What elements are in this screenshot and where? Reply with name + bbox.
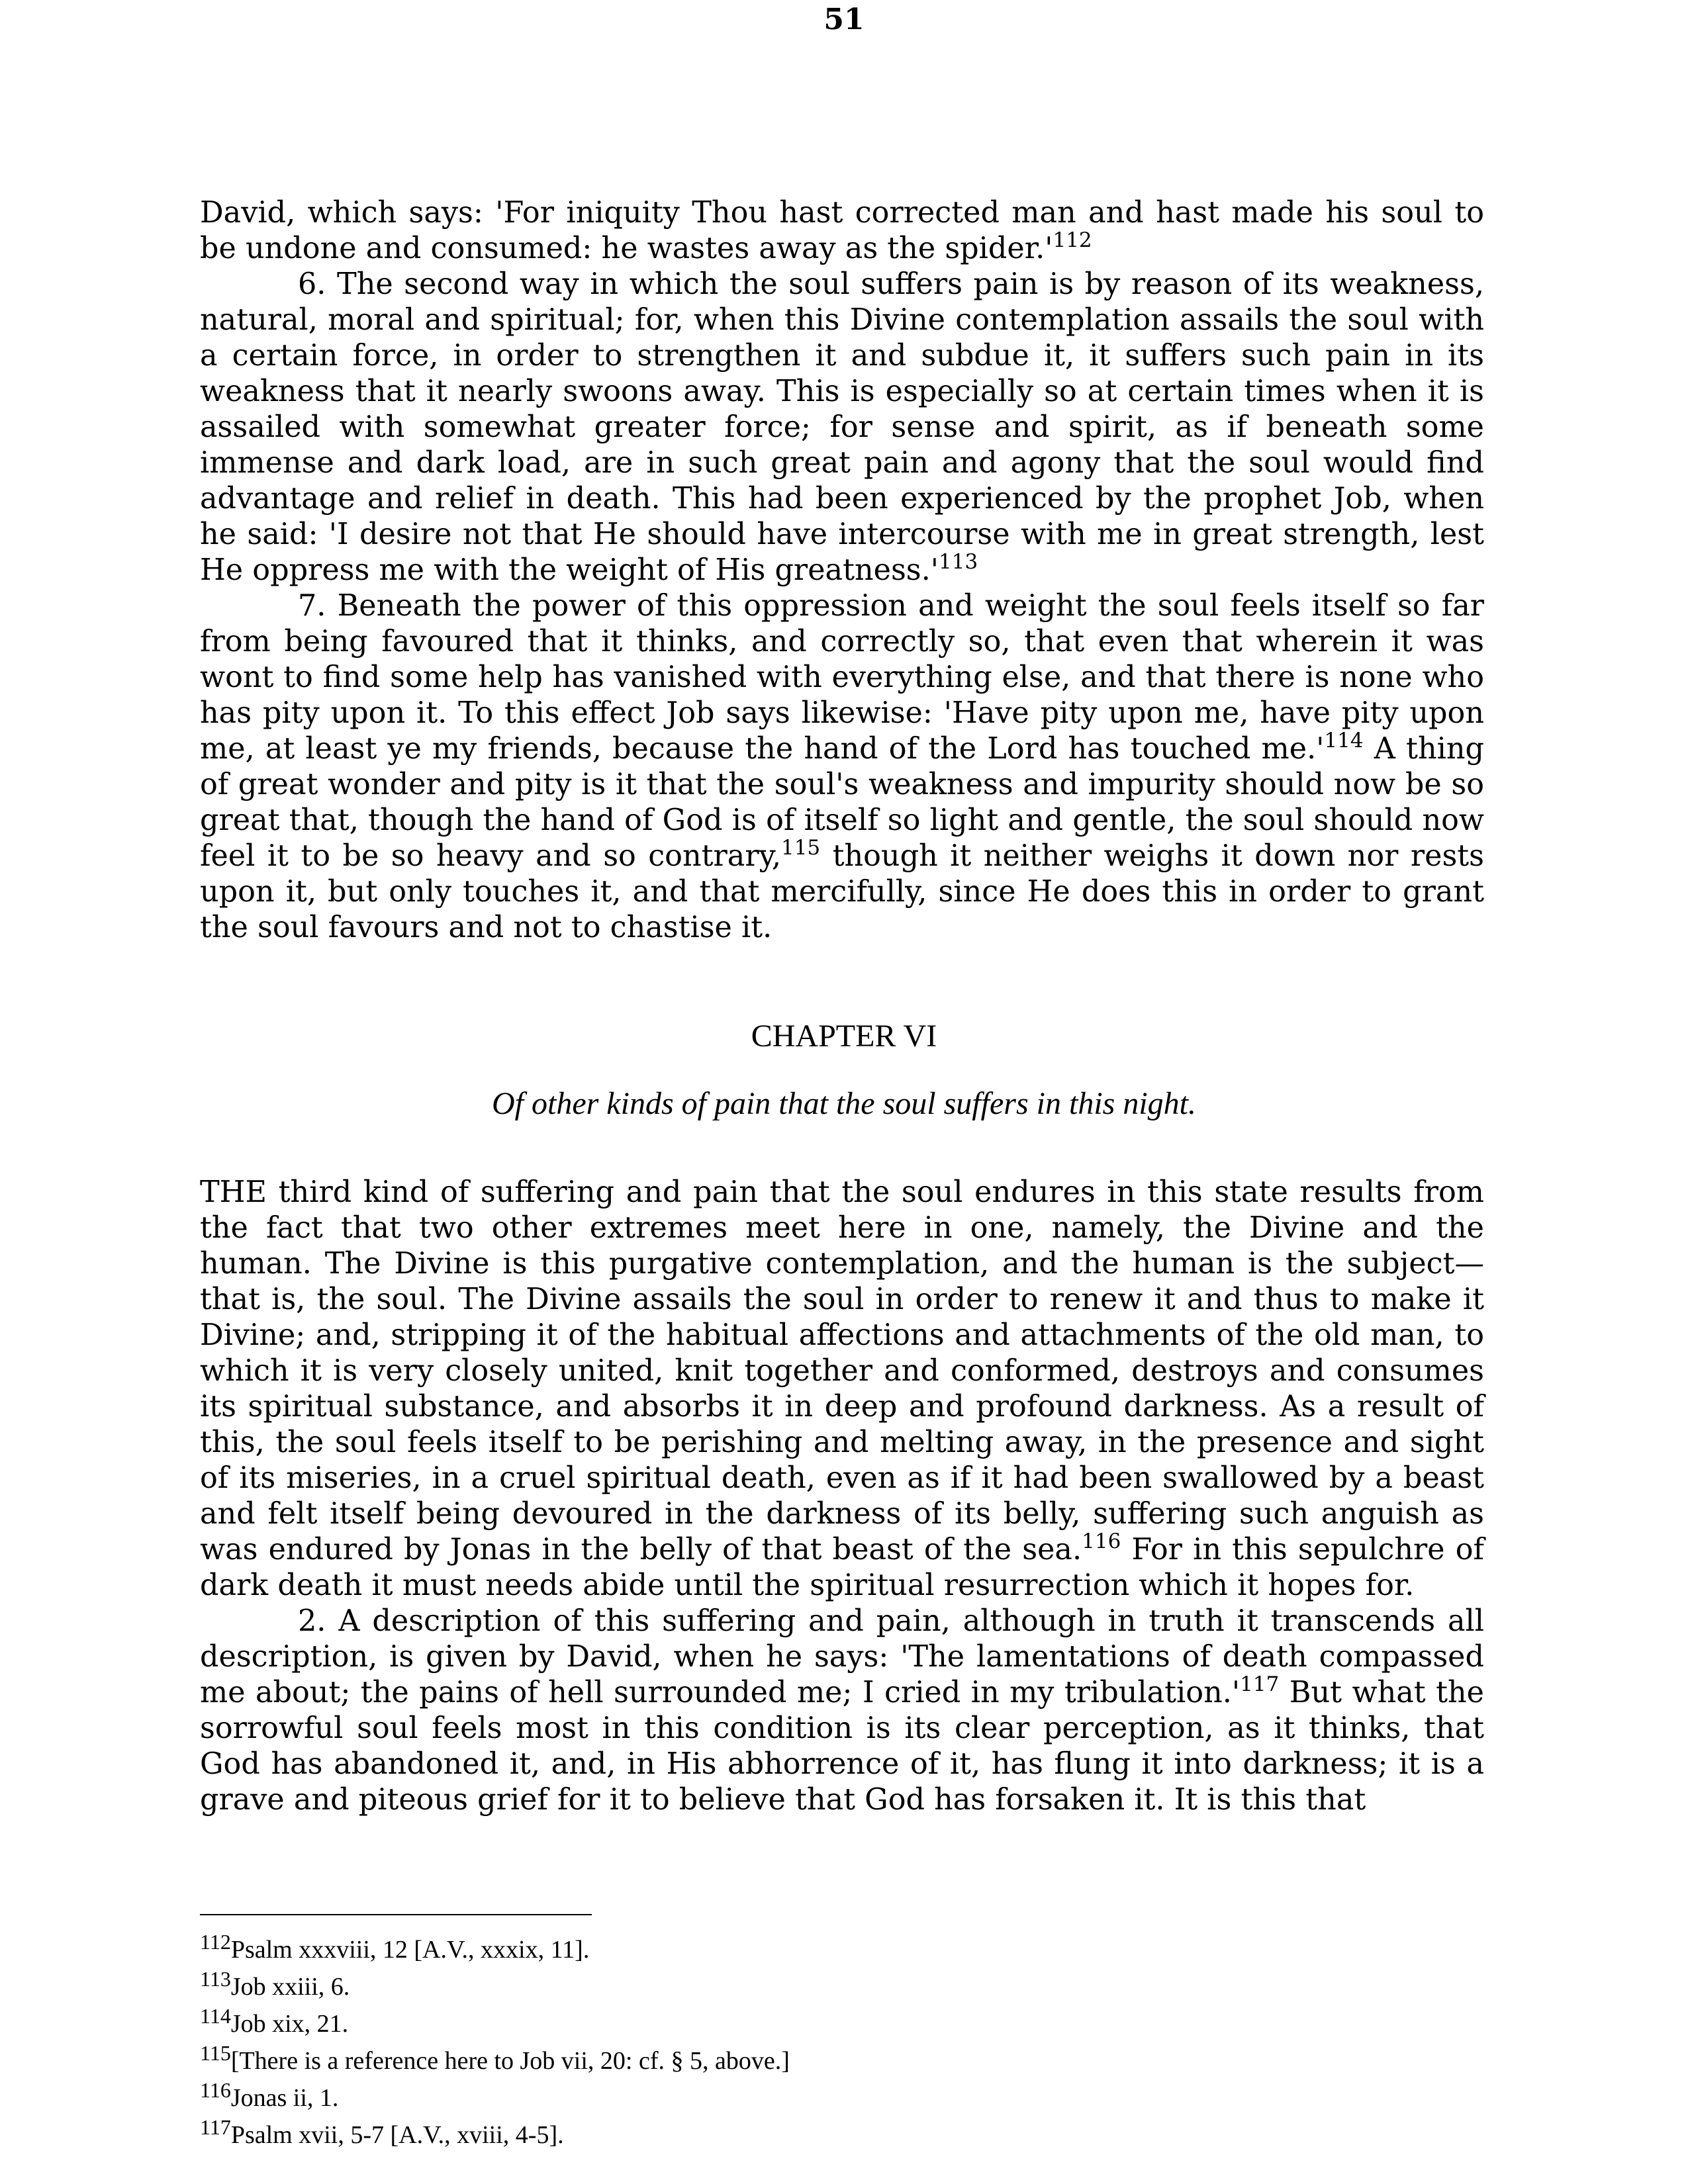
- footnote-reference: 114: [1324, 729, 1364, 752]
- footnote: [200, 1968, 1458, 2005]
- footnote: [200, 2116, 1458, 2154]
- paragraph-text: For in this sepulchre of dark death it must needs abide until the spiritual resurrection which it hopes for.: [200, 1533, 1485, 1602]
- footnote-number: 115: [200, 2041, 231, 2065]
- paragraph-text: 6. The second way in which the soul suffers pain is by reason of its weakness, natural, moral and spiritual; for, when this Divine contemplation assails the soul with a certain force, in order to strengthen it and subdue it, it suffers such pain in its weakness that it nearly swoons away. This is especially so at certain times when it is assailed with somewhat greater force; for sense and spirit, as if beneath some immense and dark load, are in such great pain and agony that the soul would find advantage and relief in death. This had been experienced by the prophet Job, when he said: 'I desire not that He should have intercourse with me in great strength, lest He oppress me with the weight of His greatness.': [200, 267, 1484, 587]
- paragraph: [200, 1604, 1484, 1818]
- paragraph: [200, 588, 1484, 946]
- chapter-title: CHAPTER VI: [751, 1019, 937, 1054]
- footnote-number: 112: [200, 1930, 231, 1954]
- footnote-reference: 112: [1053, 228, 1092, 252]
- paragraph-text: David, which says: 'For iniquity Thou hast corrected man and hast made his soul to be undone and consumed: he wastes away as the spider.': [200, 196, 1484, 265]
- footnote-text: Job xix, 21.: [230, 2010, 349, 2038]
- footnote-reference: 116: [1082, 1529, 1121, 1553]
- paragraph-text: But what the sorrowful soul feels most in this condition is its clear perception, as it thinks, that God has abandoned it, and, in His abhorrence of it, has flung it into darkness; it is a grave and piteous grief for it to believe that God has forsaken it. It is this that: [200, 1676, 1484, 1817]
- footnote-text: Jonas ii, 1.: [230, 2084, 339, 2112]
- footnote: [200, 2005, 1458, 2042]
- footnote-number: 113: [200, 1967, 231, 1991]
- footnote-text: Psalm xvii, 5-7 [A.V., xviii, 4-5].: [230, 2121, 564, 2149]
- footnote-text: [There is a reference here to Job vii, 20: cf. § 5, above.]: [230, 2047, 790, 2075]
- chapter-subtitle: Of other kinds of pain that the soul suffers in this night.: [491, 1086, 1196, 1121]
- paragraph-text: 2. A description of this suffering and pain, although in truth it transcends all description, is given by David, when he says: 'The lamentations of death compassed me about; the pains of hell surrounded me; I cried in my tribulation.': [200, 1604, 1484, 1709]
- footnote-reference: 115: [780, 836, 821, 860]
- footnote-number: 114: [200, 2004, 231, 2028]
- body-text-top: [200, 195, 1484, 946]
- paragraph: [200, 1175, 1484, 1604]
- body-text-chapter: [200, 1175, 1484, 1818]
- page-number: 51: [823, 3, 865, 36]
- footnote-text: Psalm xxxviii, 12 [A.V., xxxix, 11].: [230, 1936, 590, 1964]
- paragraph: [200, 267, 1484, 588]
- footnote-reference: 113: [939, 550, 978, 574]
- paragraph-text: A thing of great wonder and pity is it that the soul's weakness and impurity should now be so great that, though the hand of God is of itself so light and gentle, the soul should now feel it to be so heavy and so contrary,: [200, 732, 1484, 873]
- footnote-number: 117: [200, 2115, 231, 2139]
- footnote-divider: [200, 1914, 592, 1915]
- footnote-text: Job xxiii, 6.: [230, 1973, 350, 2001]
- paragraph-text: though it neither weighs it down nor rests upon it, but only touches it, and that mercifully, since He does this in order to grant the soul favours and not to chastise it.: [200, 839, 1485, 944]
- footnote: [200, 1931, 1458, 1968]
- footnotes: [200, 1931, 1458, 2154]
- paragraph-text: THE third kind of suffering and pain that the soul endures in this state results from the fact that two other extremes meet here in one, namely, the Divine and the human. The Divine is this purgative contemplation, and the human is the subject— that is, the soul. The Divine assails the soul in order to renew it and thus to make it Divine; and, stripping it of the habitual affections and attachments of the old man, to which it is very closely united, knit together and conformed, destroys and consumes its spiritual substance, and absorbs it in deep and profound darkness. As a result of this, the soul feels itself to be perishing and melting away, in the presence and sight of its miseries, in a cruel spiritual death, even as if it had been swallowed by a beast and felt itself being devoured in the darkness of its belly, suffering such anguish as was endured by Jonas in the belly of that beast of the sea.: [200, 1175, 1484, 1567]
- footnote: [200, 2042, 1458, 2079]
- footnote-reference: 117: [1240, 1672, 1280, 1696]
- footnote-number: 116: [200, 2078, 231, 2102]
- paragraph: [200, 195, 1484, 267]
- paragraph-text: 7. Beneath the power of this oppression and weight the soul feels itself so far from being favoured that it thinks, and correctly so, that even that wherein it was wont to find some help has vanished with everything else, and that there is none who has pity upon it. To this effect Job says likewise: 'Have pity upon me, have pity upon me, at least ye my friends, because the hand of the Lord has touched me.': [200, 589, 1484, 766]
- footnote: [200, 2079, 1458, 2116]
